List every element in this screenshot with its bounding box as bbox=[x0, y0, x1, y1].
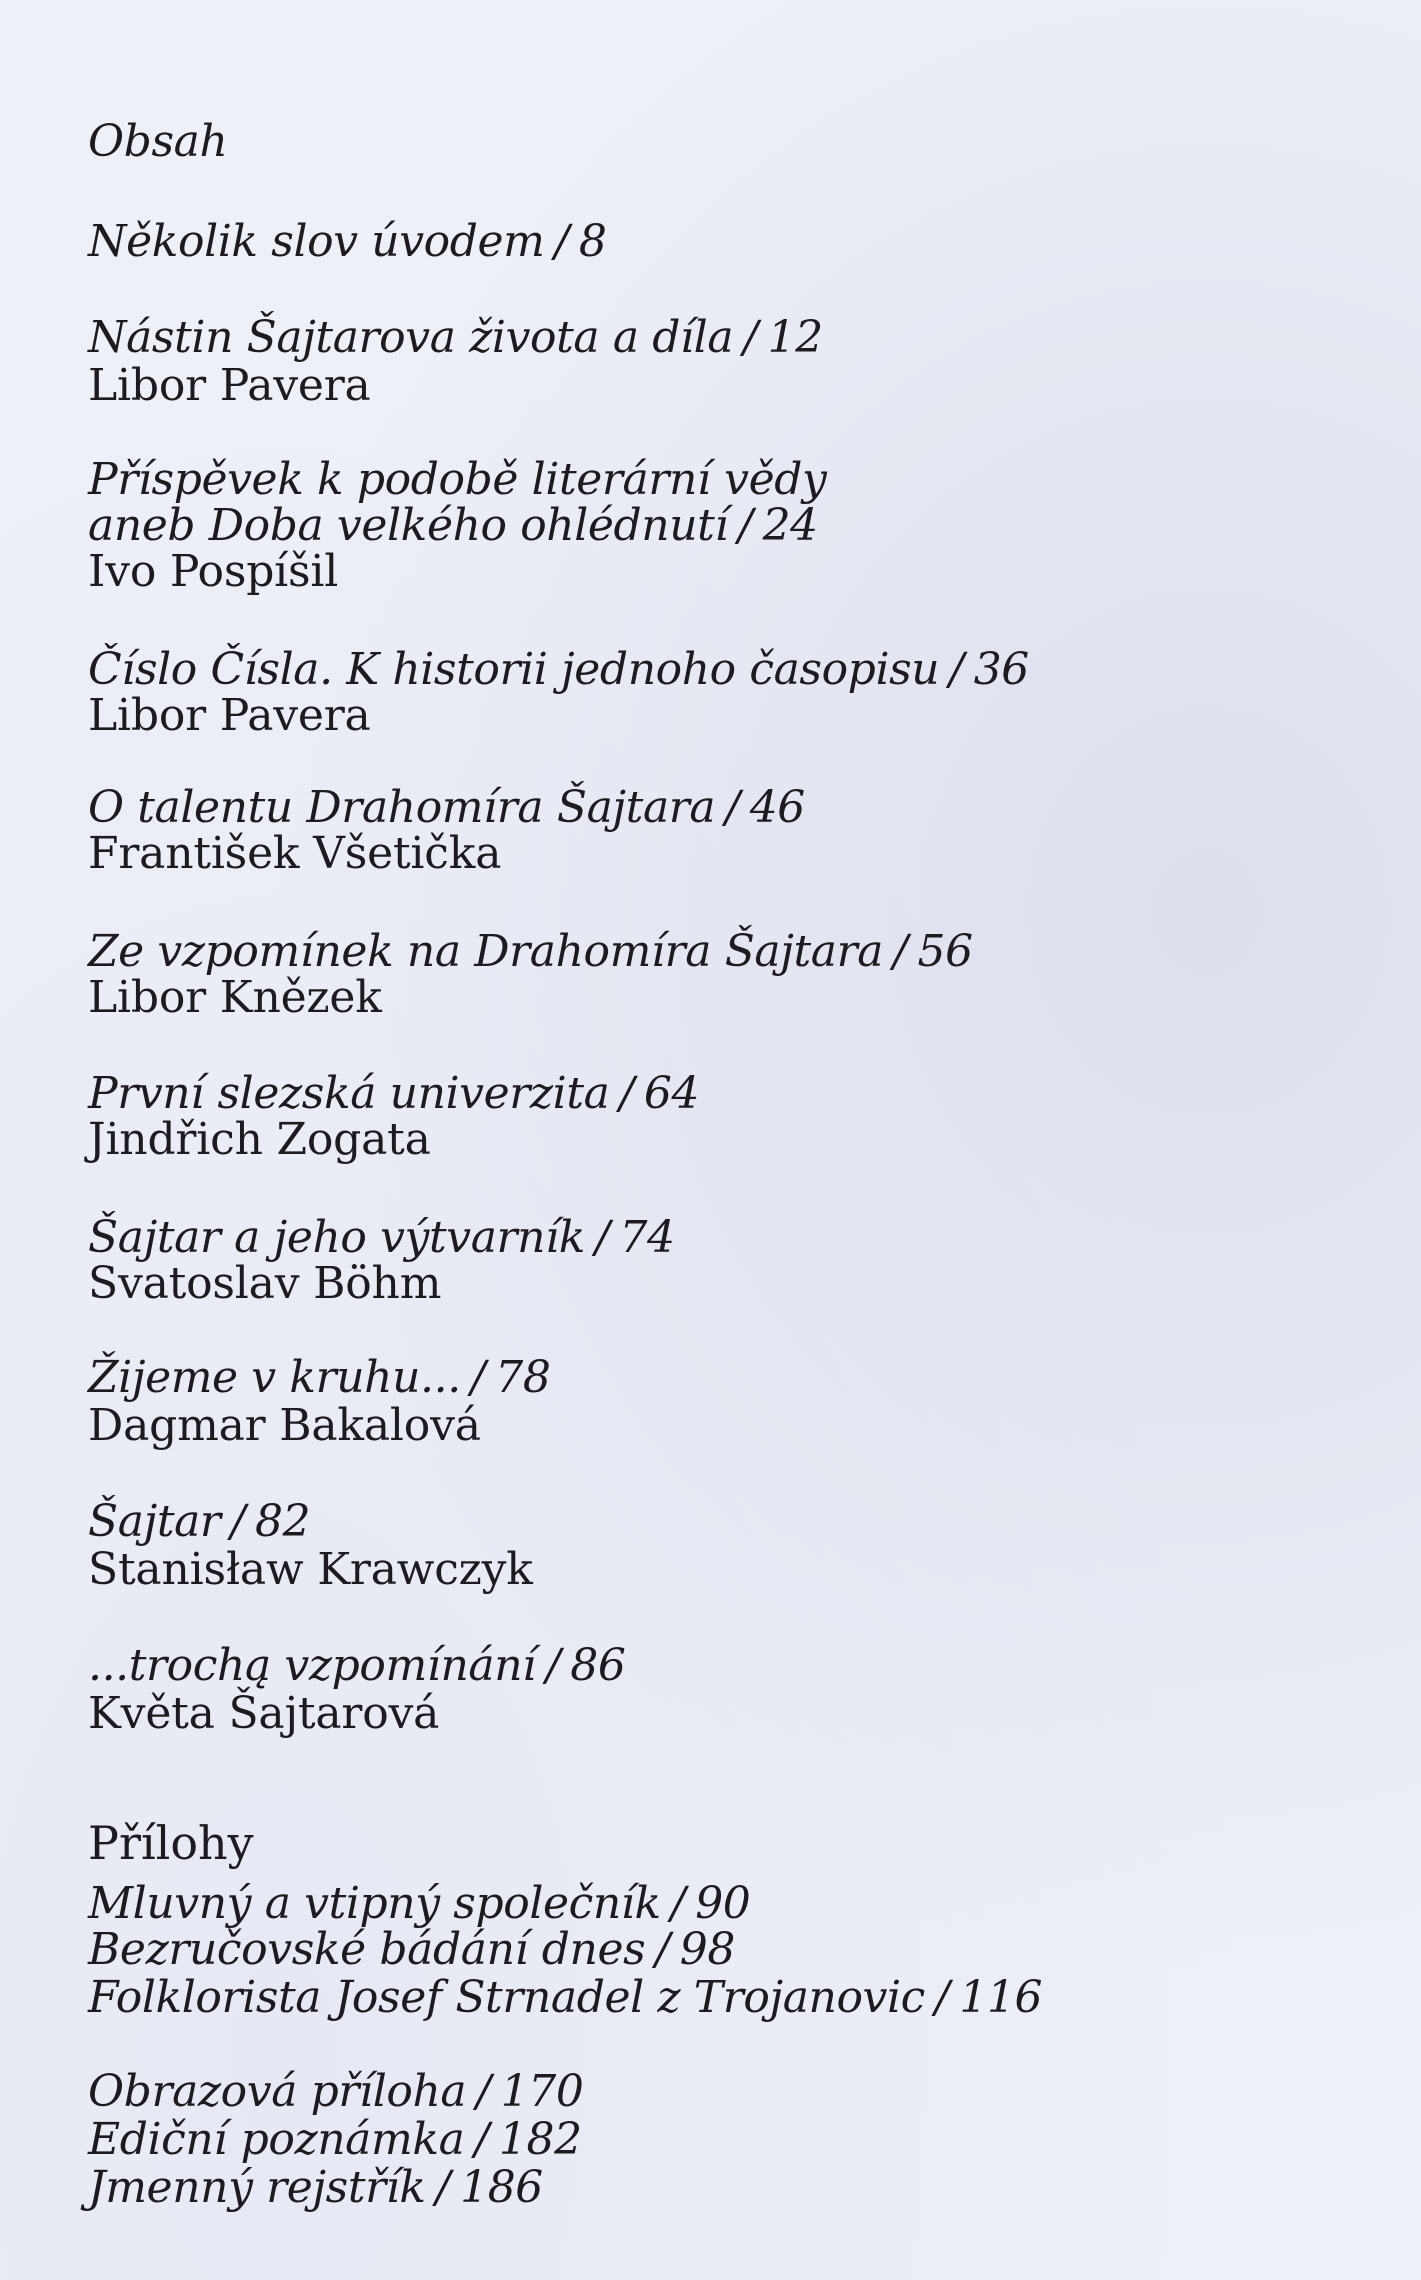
toc-entry-title: Několik slov úvodem / 8 bbox=[88, 216, 607, 267]
toc-entry-title: Příspěvek k podobě literární vědy bbox=[88, 454, 827, 505]
toc-entry-title: ...trochą vzpomínání / 86 bbox=[88, 1640, 626, 1691]
toc-entry-title: Šajtar a jeho výtvarník / 74 bbox=[88, 1212, 675, 1263]
toc-entry-title: Šajtar / 82 bbox=[88, 1496, 311, 1547]
appendix-item: Bezručovské bádání dnes / 98 bbox=[88, 1924, 735, 1975]
toc-entry-author: Ivo Pospíšil bbox=[88, 546, 339, 597]
toc-entry-author: Dagmar Bakalová bbox=[88, 1400, 481, 1451]
toc-entry-author: Jindřich Zogata bbox=[88, 1114, 431, 1165]
toc-entry-author: Svatoslav Böhm bbox=[88, 1258, 442, 1309]
contents-heading: Obsah bbox=[88, 116, 228, 167]
toc-entry-title: Nástin Šajtarova života a díla / 12 bbox=[88, 312, 823, 363]
appendix-item: Mluvný a vtipný společník / 90 bbox=[88, 1878, 751, 1929]
toc-entry-author: Libor Knězek bbox=[88, 972, 382, 1023]
toc-entry-title: Číslo Čísla. K historii jednoho časopisu / 36 bbox=[88, 644, 1029, 695]
toc-entry-author: Libor Pavera bbox=[88, 690, 371, 741]
toc-entry-author: Květa Šajtarová bbox=[88, 1688, 440, 1739]
back-matter-item: Ediční poznámka / 182 bbox=[88, 2114, 582, 2165]
toc-entry-title: O talentu Drahomíra Šajtara / 46 bbox=[88, 782, 805, 833]
back-matter-item: Jmenný rejstřík / 186 bbox=[88, 2162, 543, 2213]
toc-entry-title: První slezská univerzita / 64 bbox=[88, 1068, 700, 1119]
appendix-heading: Přílohy bbox=[88, 1816, 254, 1870]
toc-entry-title: aneb Doba velkého ohlédnutí / 24 bbox=[88, 500, 818, 551]
toc-entry-title: Ze vzpomínek na Drahomíra Šajtara / 56 bbox=[88, 926, 973, 977]
back-matter-item: Obrazová příloha / 170 bbox=[88, 2066, 584, 2117]
toc-entry-author: Stanisław Krawczyk bbox=[88, 1544, 533, 1595]
toc-entry-title: Žijeme v kruhu... / 78 bbox=[88, 1352, 551, 1403]
appendix-item: Folklorista Josef Strnadel z Trojanovic / 116 bbox=[88, 1972, 1043, 2023]
toc-entry-author: Libor Pavera bbox=[88, 360, 371, 411]
toc-entry-author: František Všetička bbox=[88, 828, 502, 879]
